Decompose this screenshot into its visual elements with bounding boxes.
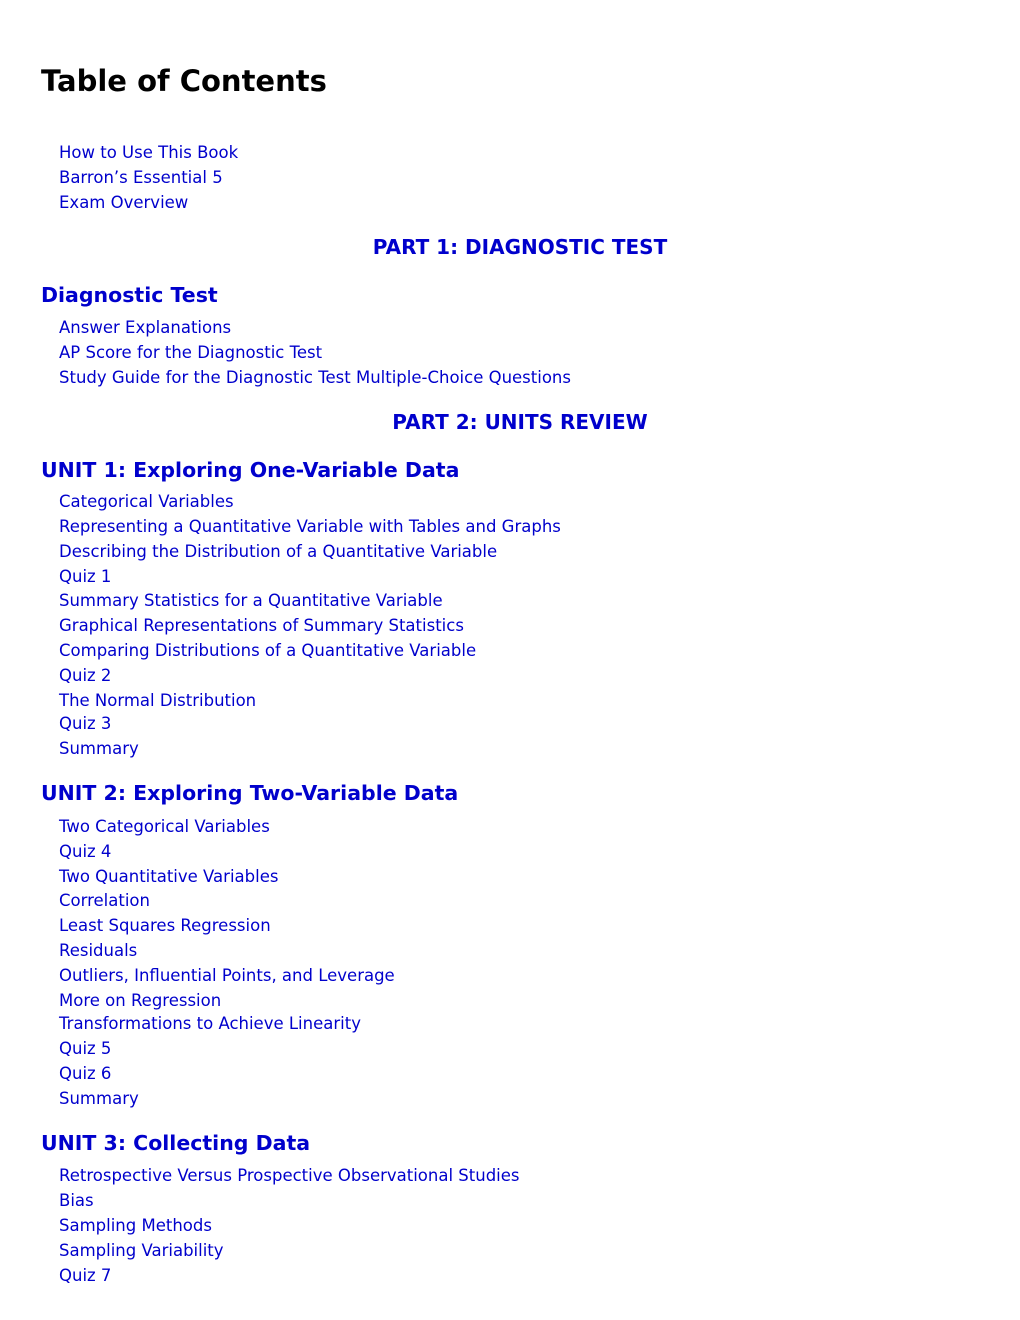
toc-link[interactable]: Comparing Distributions of a Quantitative Variable xyxy=(59,641,477,660)
toc-link[interactable]: Quiz 3 xyxy=(59,714,112,733)
unit-heading-2[interactable]: UNIT 2: Exploring Two-Variable Data xyxy=(41,781,459,805)
toc-link[interactable]: Quiz 6 xyxy=(59,1064,112,1083)
toc-link[interactable]: Categorical Variables xyxy=(59,492,234,511)
toc-link[interactable]: Retrospective Versus Prospective Observational Studies xyxy=(59,1166,520,1185)
section-heading-diagnostic-test[interactable]: Diagnostic Test xyxy=(41,283,218,307)
toc-link[interactable]: AP Score for the Diagnostic Test xyxy=(59,343,323,362)
part-heading-units-review[interactable]: PART 2: UNITS REVIEW xyxy=(392,410,648,434)
toc-link-essential-5[interactable]: Barron’s Essential 5 xyxy=(59,168,223,187)
toc-link[interactable]: Two Quantitative Variables xyxy=(59,867,279,886)
toc-link[interactable]: Representing a Quantitative Variable with Tables and Graphs xyxy=(59,517,561,536)
unit-heading-3[interactable]: UNIT 3: Collecting Data xyxy=(41,1131,311,1155)
toc-link[interactable]: Sampling Methods xyxy=(59,1216,212,1235)
toc-link[interactable]: Quiz 7 xyxy=(59,1266,112,1285)
toc-link-how-to-use[interactable]: How to Use This Book xyxy=(59,143,239,162)
toc-link[interactable]: Transformations to Achieve Linearity xyxy=(59,1014,361,1033)
toc-link[interactable]: Graphical Representations of Summary Statistics xyxy=(59,616,464,635)
page-title: Table of Contents xyxy=(41,64,327,98)
toc-link[interactable]: Summary xyxy=(59,739,139,758)
unit-heading-1[interactable]: UNIT 1: Exploring One-Variable Data xyxy=(41,458,460,482)
toc-link[interactable]: Least Squares Regression xyxy=(59,916,271,935)
toc-link[interactable]: More on Regression xyxy=(59,991,222,1010)
toc-link[interactable]: Sampling Variability xyxy=(59,1241,224,1260)
toc-link-exam-overview[interactable]: Exam Overview xyxy=(59,193,189,212)
toc-link[interactable]: Describing the Distribution of a Quantitative Variable xyxy=(59,542,498,561)
toc-link[interactable]: Two Categorical Variables xyxy=(59,817,270,836)
toc-link[interactable]: Answer Explanations xyxy=(59,318,232,337)
toc-link[interactable]: Quiz 2 xyxy=(59,666,112,685)
toc-link[interactable]: Summary Statistics for a Quantitative Variable xyxy=(59,591,443,610)
toc-link[interactable]: Quiz 1 xyxy=(59,567,112,586)
part-heading-diagnostic[interactable]: PART 1: DIAGNOSTIC TEST xyxy=(372,235,668,259)
toc-link[interactable]: Quiz 5 xyxy=(59,1039,112,1058)
toc-link[interactable]: Residuals xyxy=(59,941,138,960)
toc-link[interactable]: Study Guide for the Diagnostic Test Multiple-Choice Questions xyxy=(59,368,571,387)
toc-link[interactable]: The Normal Distribution xyxy=(59,691,257,710)
toc-link[interactable]: Quiz 4 xyxy=(59,842,112,861)
toc-link[interactable]: Bias xyxy=(59,1191,94,1210)
toc-link[interactable]: Correlation xyxy=(59,891,150,910)
toc-link[interactable]: Outliers, Influential Points, and Leverage xyxy=(59,966,395,985)
toc-link[interactable]: Summary xyxy=(59,1089,139,1108)
